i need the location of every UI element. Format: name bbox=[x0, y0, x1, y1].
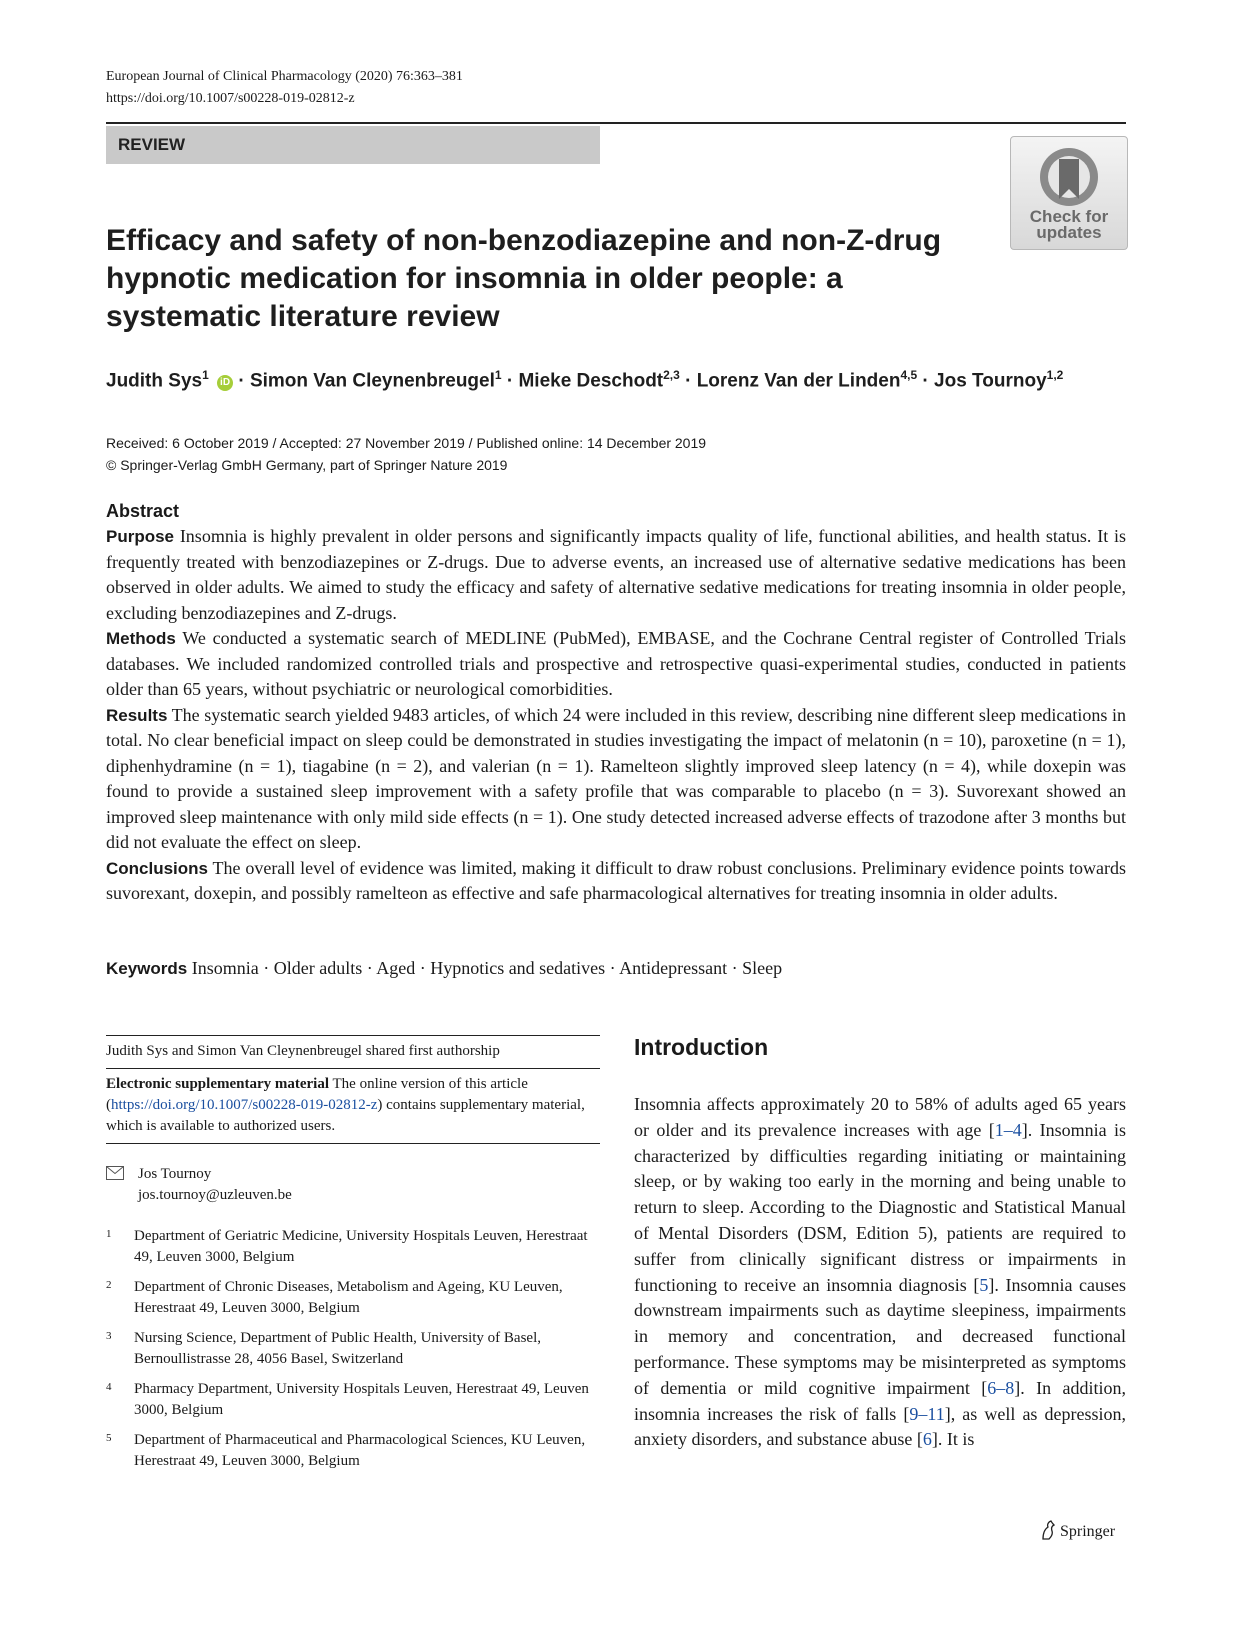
publisher-logo bbox=[1040, 1520, 1115, 1541]
citation-link[interactable]: 1–4 bbox=[994, 1119, 1022, 1140]
abstract-methods: Methods We conducted a systematic search of MEDLINE (PubMed), EMBASE, and the Cochrane Central register of Controlled Trials databases. We included randomized controlled trials and prospective and retrospective quasi-experimental studies, conducted in patients older than 65 years, without psychiatric or neurological comorbidities. bbox=[106, 628, 1126, 699]
section-label: REVIEW bbox=[118, 135, 186, 154]
author-name[interactable]: Judith Sys bbox=[106, 370, 203, 392]
publisher-name: Springer bbox=[1060, 1523, 1116, 1540]
affiliation-item: 4 Pharmacy Department, University Hospitals Leuven, Herestraat 49, Leuven 3000, Belgium bbox=[106, 1381, 589, 1418]
header-rule bbox=[106, 122, 1126, 124]
affiliation-item: 2 Department of Chronic Diseases, Metabolism and Ageing, KU Leuven, Herestraat 49, Leuven 3000, Belgium bbox=[106, 1279, 563, 1316]
keywords-text: Insomnia · Older adults · Aged · Hypnotics and sedatives · Antidepressant · Sleep bbox=[187, 958, 783, 978]
orcid-icon[interactable]: iD bbox=[217, 375, 233, 391]
journal-citation bbox=[106, 66, 463, 110]
introduction-heading: Introduction bbox=[634, 1034, 769, 1060]
author-affiliation: 1,2 bbox=[1046, 368, 1064, 382]
author-name[interactable]: Jos Tournoy bbox=[934, 370, 1047, 392]
author-affiliation: 1 bbox=[202, 368, 209, 382]
author-affiliation: 4,5 bbox=[900, 368, 918, 382]
abstract-heading: Abstract bbox=[106, 501, 180, 521]
author-list: Judith Sys$^1$ iD · Simon Van Cleynenbreugel$^1$ · Mieke Deschodt$^{2,3}$ · Lorenz Van der Linden$^{4,5}$ · Jos Tournoy$^{1,2}$ bbox=[106, 368, 1064, 392]
author-affiliation: 1 bbox=[494, 368, 502, 382]
supplementary-material-note: Electronic supplementary material The online version of this article (https://doi.org/10.1007/s00228-019-02812-z) contains supplementary material, which is available to authorized users. bbox=[106, 1076, 585, 1134]
citation-link[interactable]: 6 bbox=[922, 1429, 932, 1450]
bookmark-circle-icon bbox=[1037, 145, 1101, 209]
author-affiliation: 2,3 bbox=[663, 368, 680, 382]
contact-name: Jos Tournoy bbox=[138, 1166, 212, 1182]
envelope-icon bbox=[106, 1166, 124, 1180]
author-name[interactable]: Lorenz Van der Linden bbox=[696, 370, 901, 392]
journal-line: European Journal of Clinical Pharmacology (2020) 76:363–381 bbox=[106, 69, 463, 84]
doi-line[interactable]: https://doi.org/10.1007/s00228-019-02812-z bbox=[106, 91, 355, 106]
abstract-purpose: Purpose Insomnia is highly prevalent in older persons and significantly impacts quality of life, functional abilities, and health status. It is frequently treated with benzodiazepines or Z-drugs. Due to adverse events, an increased use of alternative sedative medications has been observed in older adults. We aimed to study the efficacy and safety of alternative sedative medications for treating insomnia in older people, excluding benzodiazepines and Z-drugs. bbox=[106, 526, 1126, 623]
copyright-line: © Springer-Verlag GmbH Germany, part of Springer Nature 2019 bbox=[106, 457, 508, 473]
footnote-rule bbox=[106, 1035, 600, 1036]
supplementary-link[interactable]: https://doi.org/10.1007/s00228-019-02812-z bbox=[111, 1097, 378, 1113]
check-for-updates-text: Check for updates bbox=[1029, 207, 1109, 242]
affiliation-item: 1 Department of Geriatric Medicine, University Hospitals Leuven, Herestraat 49, Leuven 3000, Belgium bbox=[106, 1228, 588, 1265]
keywords-label: Keywords bbox=[106, 959, 188, 978]
springer-horse-icon bbox=[1040, 1520, 1056, 1540]
abstract-conclusions: Conclusions The overall level of evidence was limited, making it difficult to draw robust conclusions. Preliminary evidence points towards suvorexant, doxepin, and possibly ramelteon as effective and safe pharmacological alternatives for treating insomnia in older adults. bbox=[106, 857, 1126, 903]
introduction-body: Insomnia affects approximately 20 to 58% of adults aged 65 years or older and its prevalence increases with age [1–4]. Insomnia is characterized by difficulties regarding initiating or maintaining sleep, or by waking too early in the morning and being unable to return to sleep. According to the Diagnostic and Statistical Manual of Mental Disorders (DSM, Edition 5), patients are required to suffer from clinically significant distress or impairments in functioning to receive an insomnia diagnosis [5]. Insomnia causes downstream impairments such as daytime sleepiness, impairments in memory and concentration, and decreased functional performance. These symptoms may be misinterpreted as symptoms of dementia or mild cognitive impairment [6–8]. In addition, insomnia increases the risk of falls [9–11], as well as depression, anxiety disorders, and substance abuse [6]. It is bbox=[634, 1094, 1127, 1450]
abstract-body bbox=[106, 524, 1126, 907]
dates-line: Received: 6 October 2019 / Accepted: 27 November 2019 / Published online: 14 December 2019 bbox=[106, 435, 707, 451]
author-name[interactable]: Mieke Deschodt bbox=[518, 370, 664, 392]
citation-link[interactable]: 5 bbox=[979, 1274, 989, 1295]
article-title: Efficacy and safety of non-benzodiazepine and non-Z-drug hypnotic medication for insomnia in older people: a systematic literature review bbox=[106, 224, 942, 333]
citation-link[interactable]: 6–8 bbox=[987, 1377, 1015, 1398]
shared-authorship-note: Judith Sys and Simon Van Cleynenbreugel shared first authorship bbox=[106, 1043, 500, 1059]
author-name[interactable]: Simon Van Cleynenbreugel bbox=[249, 370, 495, 392]
abstract-results: Results The systematic search yielded 9483 articles, of which 24 were included in this review, describing nine different sleep medications in total. No clear beneficial impact on sleep could be demonstrated in studies investigating the impact of melatonin (n = 10), paroxetine (n = 1), diphenhydramine (n = 1), tiagabine (n = 2), and valerian (n = 1). Ramelteon slightly improved sleep latency (n = 4), while doxepin was found to provide a sustained sleep improvement with a safety profile that was comparable to placebo (n = 3). Suvorexant showed an improved sleep maintenance with only mild side effects (n = 1). One study detected increased adverse effects of trazodone after 3 months but did not evaluate the effect on sleep. bbox=[106, 704, 1126, 852]
affiliation-item: 5 Department of Pharmaceutical and Pharmacological Sciences, KU Leuven, Herestraat 49, Leuven 3000, Belgium bbox=[106, 1432, 586, 1469]
publication-dates bbox=[106, 432, 706, 476]
footnote-rule bbox=[106, 1068, 600, 1069]
check-for-updates-badge[interactable] bbox=[1010, 136, 1128, 250]
section-label-bar bbox=[106, 126, 600, 164]
footnote-rule bbox=[106, 1143, 600, 1144]
keywords bbox=[106, 958, 782, 979]
affiliation-item: 3 Nursing Science, Department of Public Health, University of Basel, Bernoullistrasse 28, 4056 Basel, Switzerland bbox=[106, 1330, 541, 1367]
citation-link[interactable]: 9–11 bbox=[909, 1403, 945, 1424]
contact-email[interactable]: jos.tournoy@uzleuven.be bbox=[138, 1187, 292, 1203]
